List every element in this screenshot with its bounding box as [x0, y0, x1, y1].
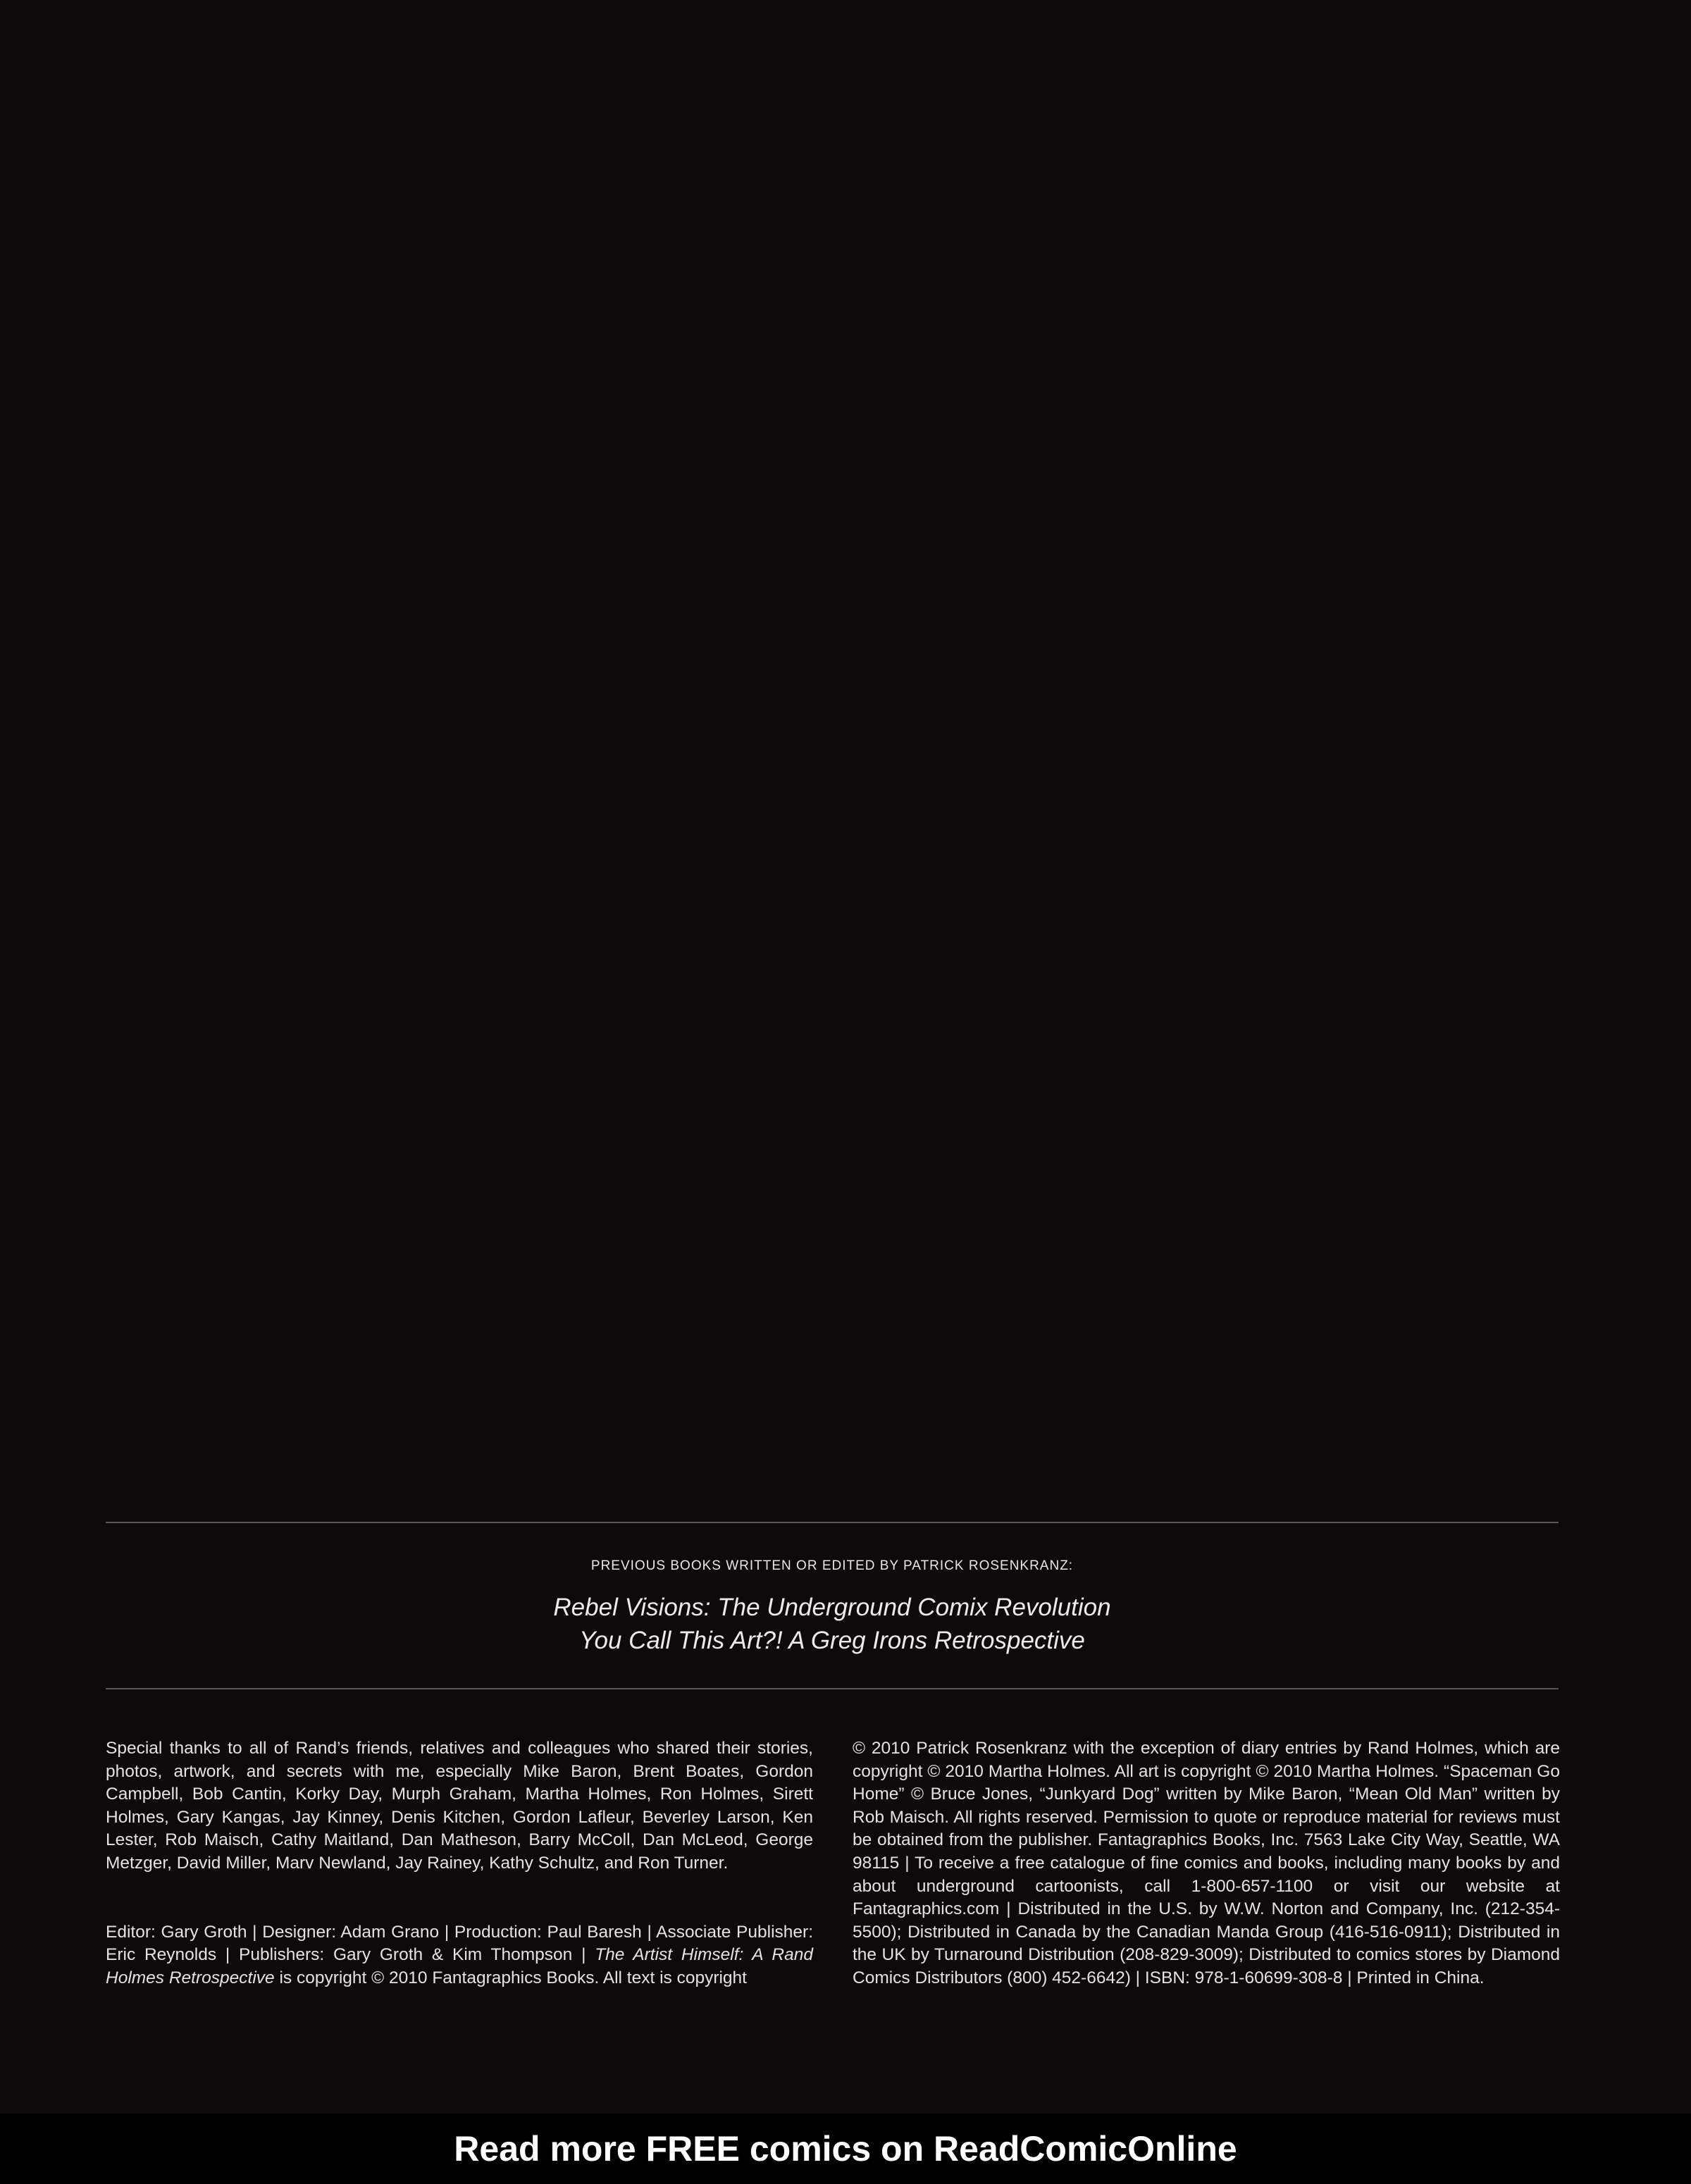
previous-books-heading: PREVIOUS BOOKS WRITTEN OR EDITED BY PATRICK ROSENKRANZ: [590, 1558, 1074, 1573]
left-column [106, 1737, 813, 1990]
right-column [853, 1737, 1560, 1990]
readcomiconline-banner[interactable] [0, 2114, 1691, 2184]
credits-copyright-text: is copyright © 2010 Fantagraphics Books. All text is copyright [274, 1968, 747, 1987]
acknowledgements-paragraph: Special thanks to all of Rand’s friends, relatives and colleagues who shared their stories, photos, artwork, and secrets with me, especially Mike Baron, Brent Boates, Gordon Campbell, Bob Cantin, Korky Day, Murph Graham, Martha Holmes, Ron Holmes, Sirett Holmes, Gary Kangas, Jay Kinney, Denis Kitchen, Gordon Lafleur, Beverley Larson, Ken Lester, Rob Maisch, Cathy Maitland, Dan Matheson, Barry McColl, Dan McLeod, George Metzger, David Miller, Marv Newland, Jay Rainey, Kathy Schultz, and Ron Turner. [106, 1739, 813, 1873]
banner-text[interactable]: Read more FREE comics on ReadComicOnline [454, 2129, 1237, 2169]
divider-top [106, 1522, 1559, 1523]
previous-books-list [106, 1591, 1559, 1657]
book-title: The Artist Himself: A Rand Holmes Retrospective [106, 1945, 813, 1987]
credits-paragraph [106, 1921, 813, 1990]
credits-text: Editor: Gary Groth | Designer: Adam Grano | Production: Paul Baresh | Associate Publisher: Eric Reynolds | Publishers: Gary Groth & Kim Thompson | [106, 1922, 813, 1965]
previous-book-title: Rebel Visions: The Underground Comix Revolution [553, 1594, 1111, 1621]
copyright-paragraph: © 2010 Patrick Rosenkranz with the exception of diary entries by Rand Holmes, which are copyright © 2010 Martha Holmes. All art is copyright © 2010 Martha Holmes. “Spaceman Go Home” © Bruce Jones, “Junkyard Dog” written by Mike Baron, “Mean Old Man” written by Rob Maisch. All rights reserved. Permission to quote or reproduce material for reviews must be obtained from the publisher. Fantagraphics Books, Inc. 7563 Lake City Way, Seattle, WA 98115 | To receive a free catalogue of fine comics and books, including many books by and about underground cartoonists, call 1-800-657-1100 or visit our website at Fantagraphics.com | Distributed in the U.S. by W.W. Norton and Company, Inc. (212-354-5500); Distributed in Canada by the Canadian Manda Group (416-516-0911); Distributed in the UK by Turnaround Distribution (208-829-3009); Distributed to comics stores by Diamond Comics Distributors (800) 452-6642) | ISBN: 978-1-60699-308-8 | Printed in China. [853, 1739, 1560, 1987]
previous-book-title: You Call This Art?! A Greg Irons Retrospective [579, 1627, 1085, 1654]
divider-bottom [106, 1688, 1559, 1689]
